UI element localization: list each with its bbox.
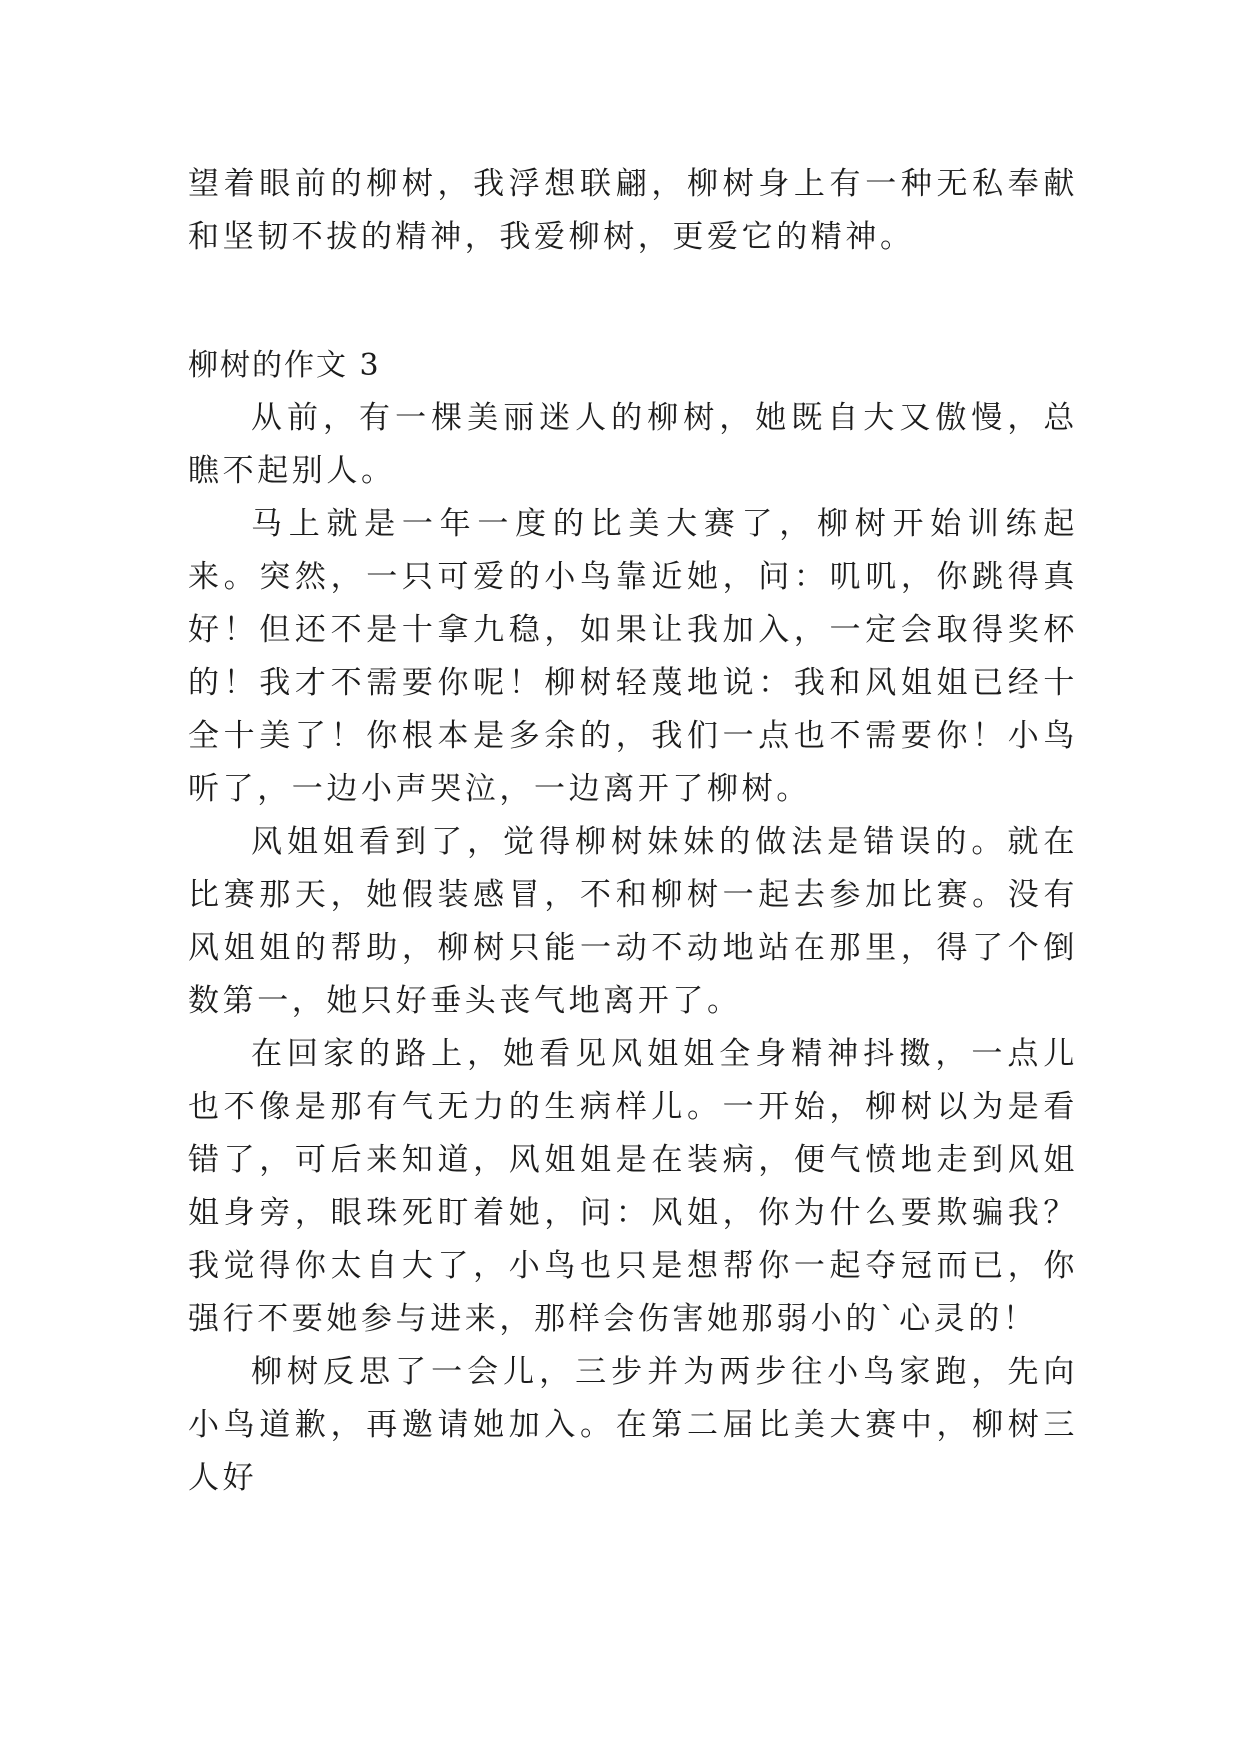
section-heading: 柳树的作文 3 — [188, 348, 381, 383]
essay-paragraph: 风姐姐看到了，觉得柳树妹妹的做法是错误的。就在比赛那天，她假装感冒，不和柳树一起去参加比赛。没有风姐姐的帮助，柳树只能一动不动地站在那里，得了个倒数第一，她只好垂头丧气地离开了。 — [188, 824, 1078, 1019]
essay-paragraph: 在回家的路上，她看见风姐姐全身精神抖擞，一点儿也不像是那有气无力的生病样儿。一开始，柳树以为是看错了，可后来知道，风姐姐是在装病，便气愤地走到风姐姐身旁，眼珠死盯着她，问：风姐，你为什么要欺骗我？我觉得你太自大了，小鸟也只是想帮你一起夺冠而已，你强行不要她参与进来，那样会伤害她那弱小的`心灵的！ — [188, 1036, 1078, 1337]
essay-paragraph: 柳树反思了一会儿，三步并为两步往小鸟家跑，先向小鸟道歉，再邀请她加入。在第二届比美大赛中，柳树三人好 — [188, 1354, 1078, 1496]
intro-paragraph: 望着眼前的柳树，我浮想联翩，柳树身上有一种无私奉献和坚韧不拔的精神，我爱柳树，更爱它的精神。 — [188, 166, 1078, 255]
essay-body — [188, 392, 1078, 1505]
essay-paragraph: 从前，有一棵美丽迷人的柳树，她既自大又傲慢，总瞧不起别人。 — [188, 400, 1078, 489]
essay-paragraph: 马上就是一年一度的比美大赛了，柳树开始训练起来。突然，一只可爱的小鸟靠近她，问：叽叽，你跳得真好！但还不是十拿九稳，如果让我加入，一定会取得奖杯的！我才不需要你呢！柳树轻蔑地说：我和风姐姐已经十全十美了！你根本是多余的，我们一点也不需要你！小鸟听了，一边小声哭泣，一边离开了柳树。 — [188, 506, 1078, 807]
